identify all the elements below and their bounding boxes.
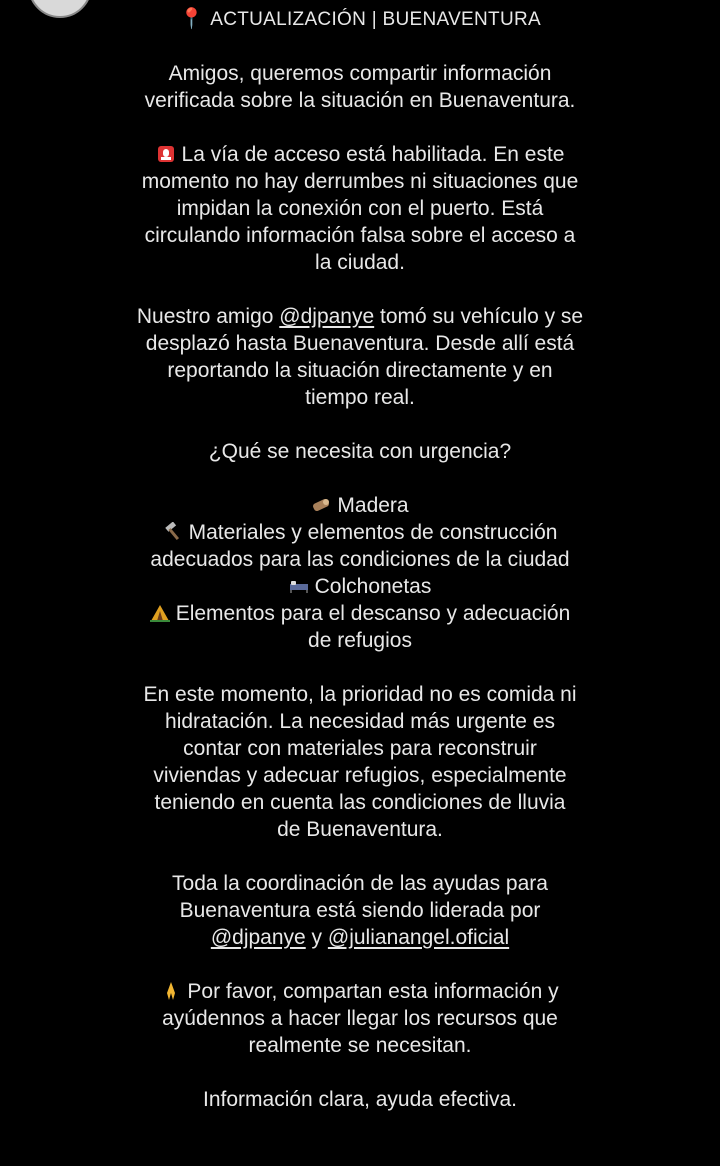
need-item: Colchonetas [0,573,720,600]
coordination-line: Buenaventura está siendo liderada por [179,899,541,922]
mention-djpanye[interactable]: @djpanye [210,926,306,949]
alert-line: la ciudad. [315,251,405,274]
hammer-icon [163,522,183,542]
pin-icon: 📍 [179,8,205,30]
coordination-line: Toda la coordinación de las ayudas para [172,872,548,895]
alert-line: circulando información falsa sobre el acceso a [144,224,576,247]
mention-djpanye[interactable]: @djpanye [279,305,375,328]
priority-line: teniendo en cuenta las condiciones de lluvia [154,791,566,814]
friend-line: reportando la situación directamente y en [167,359,553,382]
question-line: ¿Qué se necesita con urgencia? [208,440,512,463]
need-item: adecuados para las condiciones de la ciudad [150,548,570,571]
need-item: de refugios [308,629,412,652]
intro-line: verificada sobre la situación en Buenaventura. [144,89,576,112]
priority-line: hidratación. La necesidad más urgente es [165,710,555,733]
coordination-line: @djpanye y @julianangel.oficial [210,926,510,949]
priority-line: En este momento, la prioridad no es comida ni [143,683,577,706]
priority-line: viviendas y adecuar refugios, especialmente [153,764,567,787]
tent-icon [150,603,170,623]
bed-icon [289,576,309,596]
friend-line: desplazó hasta Buenaventura. Desde allí está [145,332,575,355]
need-item: Elementos para el descanso y adecuación [0,600,720,627]
alert-line: momento no hay derrumbes ni situaciones que [141,170,579,193]
wood-icon [311,495,331,515]
story-title: ACTUALIZACIÓN | BUENAVENTURA [210,9,541,30]
praying-hands-icon [161,981,181,1001]
alert-line: La vía de acceso está habilitada. En este [0,141,720,168]
story-text [0,6,720,1113]
share-line: Por favor, compartan esta información y [0,978,720,1005]
share-line: ayúdennos a hacer llegar los recursos que [162,1007,558,1030]
share-line: realmente se necesitan. [248,1034,472,1057]
friend-line: tiempo real. [305,386,415,409]
title-line [0,6,720,33]
priority-line: contar con materiales para reconstruir [183,737,537,760]
siren-icon [156,144,176,164]
friend-line: Nuestro amigo @djpanye tomó su vehículo y se [136,305,584,328]
priority-line: de Buenaventura. [277,818,443,841]
need-item: Materiales y elementos de construcción [0,519,720,546]
mention-julianangel[interactable]: @julianangel.oficial [327,926,510,949]
alert-line: impidan la conexión con el puerto. Está [176,197,544,220]
intro-line: Amigos, queremos compartir información [168,62,552,85]
need-item: Madera [0,492,720,519]
closing-line: Información clara, ayuda efectiva. [203,1088,517,1111]
